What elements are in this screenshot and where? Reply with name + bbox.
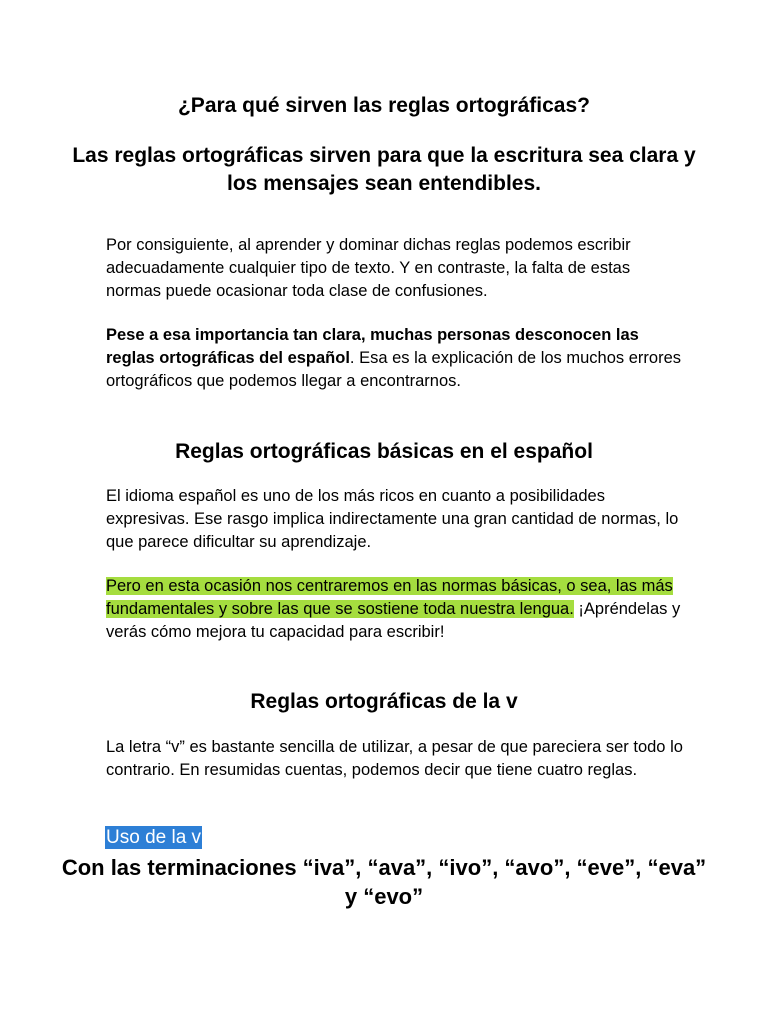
- basic-rules-heading: Reglas ortográficas básicas en el español: [175, 440, 593, 463]
- paragraph-focus: [106, 575, 686, 644]
- paragraph-spanish-language: El idioma español es uno de los más ricos en cuanto a posibilidades expresivas. Ese rasgo implica indirectamente una gran cantidad de normas, lo que parece dificultar su aprendizaje.: [106, 487, 679, 551]
- paragraph-importance: [106, 324, 686, 393]
- paragraph-consequence: Por consiguiente, al aprender y dominar dichas reglas podemos escribir adecuadamente cualquier tipo de texto. Y en contraste, la falta de estas normas puede ocasionar toda clase de confusiones.: [106, 236, 631, 300]
- question-heading: ¿Para qué sirven las reglas ortográficas?: [177, 94, 590, 117]
- uso-de-la-v-link[interactable]: Uso de la v: [106, 827, 202, 848]
- paragraph-importance-rest: . Esa es la explicación de los muchos errores ortográficos que podemos llegar a encontrarnos.: [106, 349, 681, 390]
- paragraph-letter-v: La letra “v” es bastante sencilla de utilizar, a pesar de que pareciera ser todo lo contrario. En resumidas cuentas, podemos decir que tiene cuatro reglas.: [106, 738, 683, 779]
- paragraph-focus-rest: ¡Apréndelas y verás cómo mejora tu capacidad para escribir!: [106, 600, 681, 641]
- paragraph-importance-bold: Pese a esa importancia tan clara, muchas personas desconocen las reglas ortográficas del español: [106, 326, 639, 367]
- terminations-heading: Con las terminaciones “iva”, “ava”, “ivo”, “avo”, “eve”, “eva” y “evo”: [61, 855, 707, 909]
- highlighted-text: Pero en esta ocasión nos centraremos en las normas básicas, o sea, las más fundamentales y sobre las que se sostiene toda nuestra lengua.: [106, 577, 673, 618]
- answer-subheading: Las reglas ortográficas sirven para que la escritura sea clara y los mensajes sean entendibles.: [72, 144, 696, 195]
- v-rules-heading: Reglas ortográficas de la v: [250, 690, 518, 713]
